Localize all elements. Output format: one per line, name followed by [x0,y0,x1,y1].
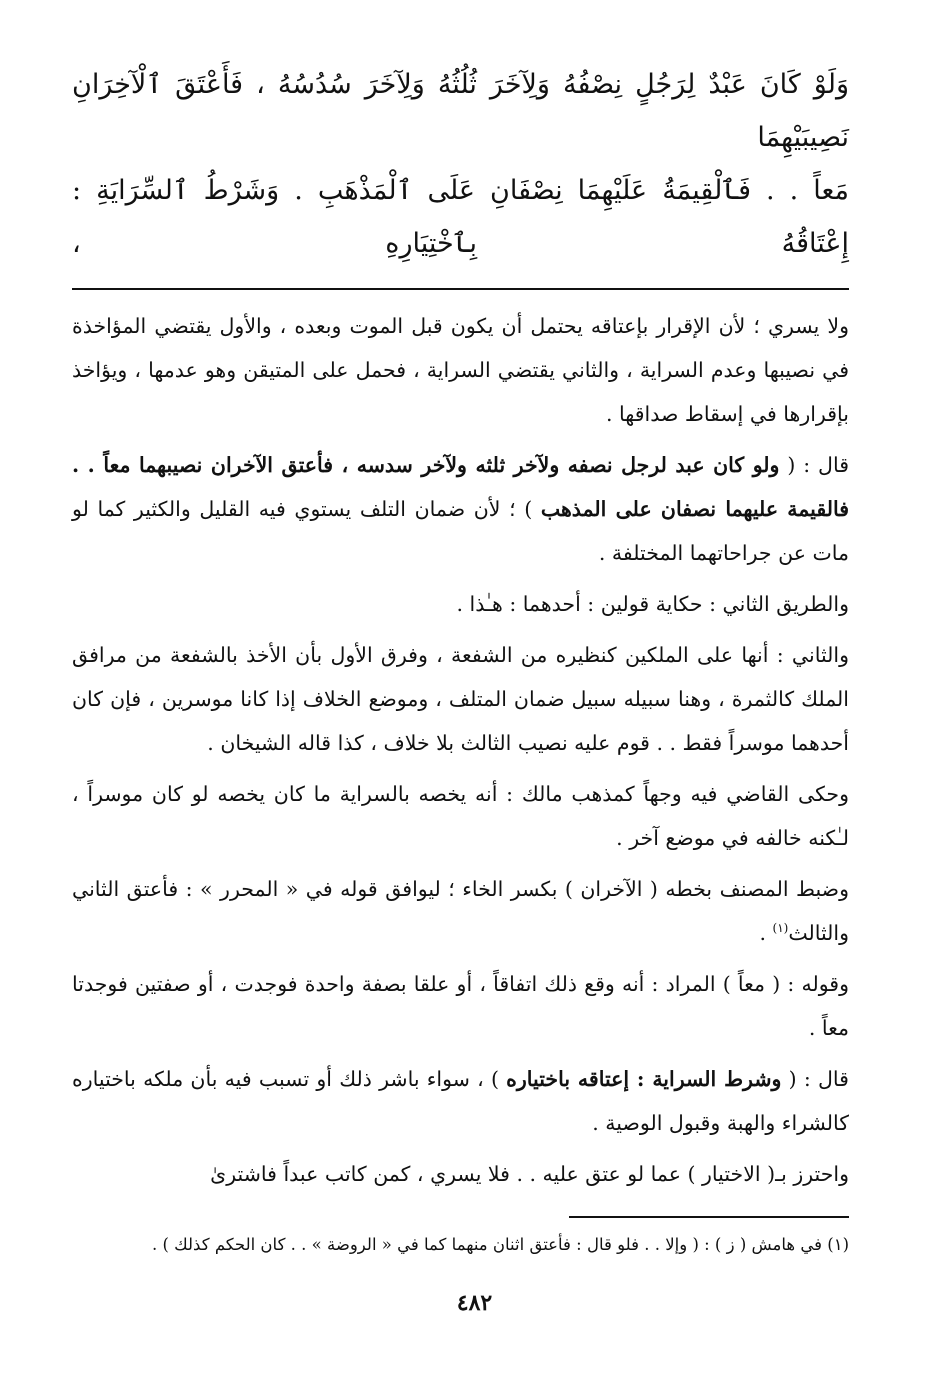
matn-section [72,58,849,270]
footnote: (١) في هامش ( ز ) : ( وإلا . . فلو قال : فأعتق اثنان منهما كما في « الروضة » . . كان الحكم كذلك ) . [151,1235,849,1254]
commentary-paragraph-5: وحكى القاضي فيه وجهاً كمذهب مالك : أنه يخصه بالسراية ما كان يخصه لو كان موسراً ، لـٰكنه خالفه في موضع آخر . [72,782,849,850]
commentary-text: ) ؛ لأن ضمان التلف يستوي فيه القليل والكثير كما لو مات عن جراحاتهما المختلفة . [72,497,849,565]
commentary-paragraph-7: وقوله : ( معاً ) المراد : أنه وقع ذلك اتفاقاً ، أو علقا بصفة واحدة فوجدت ، أو صفتين فوجدتا معاً . [72,972,849,1040]
quoted-matn: وشرط السراية : إعتاقه باختياره [506,1067,782,1091]
sentence-end: . [759,921,773,945]
matn-line-1: وَلَوْ كَانَ عَبْدٌ لِرَجُلٍ نِصْفُهُ وَلِآخَرَ ثُلُثُهُ وَلِآخَرَ سُدُسُهُ ، فَأَعْتَقَ ٱلْآخِرَانِ نَصِيبَيْهِمَا [72,69,849,153]
matn-line-2: مَعاً . . فَٱلْقِيمَةُ عَلَيْهِمَا نِصْفَانِ عَلَى ٱلْمَذْهَبِ . وَشَرْطُ ٱلسِّرَايَةِ : إِعْتَاقُهُ بِٱخْتِيَارِهِ ، [72,175,849,259]
commentary-section [72,304,849,1196]
footnote-rule [569,1216,849,1218]
quoted-matn: ولو كان عبد لرجل نصفه ولآخر ثلثه ولآخر سدسه ، فأعتق الآخران نصيبهما معاً . . فالقيمة عليهما نصفان على المذهب [72,453,849,521]
commentary-paragraph-6 [72,867,849,955]
commentary-paragraph-4: والثاني : أنها على الملكين كنظيره من الشفعة ، وفرق الأول بأن الأخذ بالشفعة من مرافق الملك كالثمرة ، وهنا سبيله سبيل ضمان المتلف ، وموضع الخلاف إذا كانا موسرين ، فإن كان أحدهما موسراً فقط . . قوم عليه نصيب الثالث بلا خلاف ، كذا قاله الشيخان . [72,643,849,755]
commentary-paragraph-3: والطريق الثاني : حكاية قولين : أحدهما : هـٰذا . [456,592,849,616]
separator-rule [72,288,849,290]
page-number: ٤٨٢ [456,1290,493,1316]
quote-open: قال : ( [781,1067,849,1091]
footnote-marker: (١) [772,921,789,936]
commentary-paragraph-9: واحترز بـ( الاختيار ) عما لو عتق عليه . . فلا يسري ، كمن كاتب عبداً فاشترىٰ [210,1162,849,1186]
commentary-text: ) ، سواء باشر ذلك أو تسبب فيه بأن ملكه باختياره كالشراء والهبة وقبول الوصية . [72,1067,849,1135]
commentary-text: وضبط المصنف بخطه ( الآخران ) بكسر الخاء ؛ ليوافق قوله في « المحرر » : فأعتق الثاني والثالث [72,877,849,945]
commentary-paragraph-1: ولا يسري ؛ لأن الإقرار بإعتاقه يحتمل أن يكون قبل الموت وبعده ، والأول يقتضي المؤاخذة في نصيبها وعدم السراية ، والثاني يقتضي السراية ، فحمل على المتيقن وهو عدمها ، ويؤاخذ بإقرارها في إسقاط صداقها . [72,314,849,426]
page-body [72,58,849,1373]
quote-open: قال : ( [779,453,849,477]
commentary-paragraph-8 [72,1057,849,1145]
commentary-paragraph-2 [72,443,849,575]
